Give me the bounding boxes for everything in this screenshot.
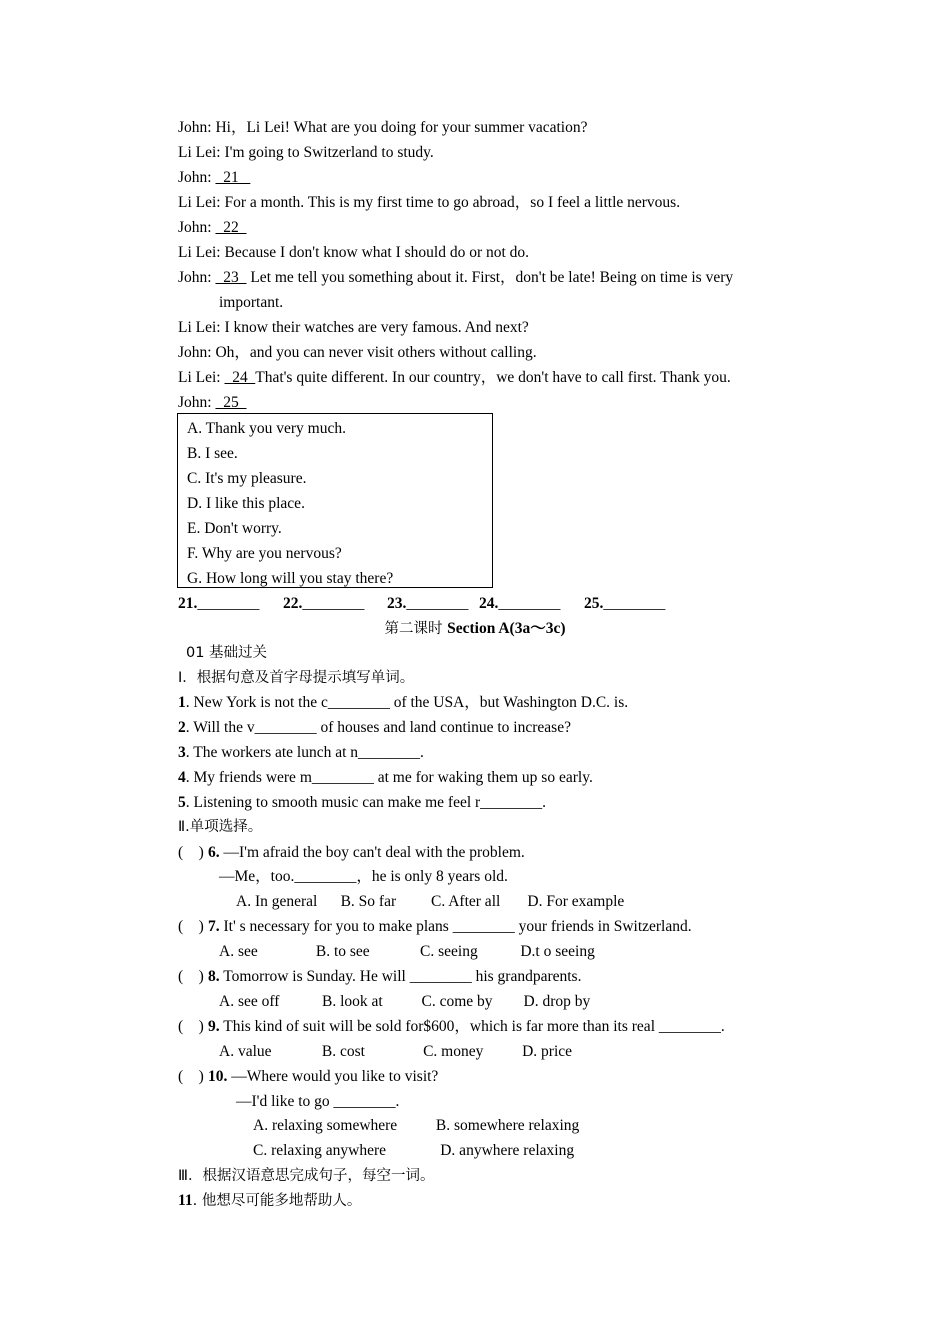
option-e: E. Don't worry. — [187, 520, 282, 537]
question-text: . New York is not the c________ of the USA，but Washington D.C. is. — [185, 694, 629, 711]
question-num: 6. — [208, 844, 220, 861]
question-text: —Where would you like to visit? — [227, 1068, 439, 1085]
question-11 — [178, 1191, 361, 1211]
answer-blank: ________ — [498, 595, 561, 612]
answer-num: 23. — [387, 595, 407, 612]
blank-24: 24 — [224, 369, 256, 386]
answer-25[interactable] — [584, 594, 665, 614]
option-d: D. I like this place. — [187, 495, 305, 512]
question-num: 9. — [208, 1018, 220, 1035]
options-box — [177, 413, 493, 588]
line-text: Let me tell you something about it. First，don't be late! Being on time is very — [246, 269, 734, 286]
dialogue-line-4: Li Lei: For a month. This is my first time to go abroad，so I feel a little nervous. — [178, 194, 681, 211]
question-10 — [178, 1067, 438, 1087]
question-6-line2: —Me，too.________，he is only 8 years old. — [219, 868, 508, 885]
answer-22[interactable] — [283, 594, 364, 614]
dialogue-line-7-cont: important. — [219, 294, 284, 311]
speaker: John: — [178, 394, 216, 411]
part3-heading: Ⅲ．根据汉语意思完成句子，每空一词。 — [178, 1168, 435, 1184]
answer-23[interactable] — [387, 594, 468, 614]
answer-21[interactable] — [178, 594, 259, 614]
dialogue-line-3 — [178, 168, 250, 188]
question-9 — [178, 1017, 725, 1037]
option-b: B. I see. — [187, 445, 238, 462]
dialogue-line-10 — [178, 368, 731, 388]
question-7 — [178, 917, 692, 937]
question-num: 10. — [208, 1068, 228, 1085]
question-num: 11 — [178, 1192, 193, 1209]
answer-blank: ________ — [603, 595, 666, 612]
question-10-options-1: A. relaxing somewhere B. somewhere relaxing — [253, 1117, 580, 1134]
question-text: . Will the v________ of houses and land continue to increase? — [185, 719, 571, 736]
answer-num: 21. — [178, 595, 198, 612]
blank-23: 23 — [215, 269, 247, 286]
question-num: 2 — [178, 719, 186, 736]
part1-heading: Ⅰ．根据句意及首字母提示填写单词。 — [178, 670, 415, 686]
dialogue-line-2: Li Lei: I'm going to Switzerland to study. — [178, 144, 434, 161]
option-g: G. How long will you stay there? — [187, 570, 394, 587]
answer-blank: ________ — [406, 595, 469, 612]
dialogue-line-8: Li Lei: I know their watches are very famous. And next? — [178, 319, 529, 336]
lesson-title-cn: 第二课时 — [384, 621, 448, 637]
option-c: C. It's my pleasure. — [187, 470, 307, 487]
question-text: This kind of suit will be sold for$600，which is far more than its real ________. — [219, 1018, 725, 1035]
dialogue-line-5 — [178, 218, 246, 238]
answer-parens[interactable]: ( ) — [178, 1068, 204, 1085]
speaker: John: — [178, 269, 216, 286]
part2-heading: Ⅱ.单项选择。 — [178, 819, 263, 835]
question-4 — [178, 768, 593, 788]
question-text: . The workers ate lunch at n________. — [185, 744, 424, 761]
question-6-options: A. In general B. So far C. After all D. For example — [236, 893, 625, 910]
question-text: Tomorrow is Sunday. He will ________ his grandparents. — [219, 968, 582, 985]
dialogue-line-11 — [178, 393, 246, 413]
question-1 — [178, 693, 628, 713]
section-label: 01 基础过关 — [186, 645, 268, 661]
question-9-options: A. value B. cost C. money D. price — [219, 1043, 573, 1060]
question-num: 1 — [178, 694, 186, 711]
question-text: . My friends were m________ at me for waking them up so early. — [185, 769, 593, 786]
answer-num: 24. — [479, 595, 499, 612]
answer-parens[interactable]: ( ) — [178, 918, 204, 935]
option-f: F. Why are you nervous? — [187, 545, 342, 562]
answer-parens[interactable]: ( ) — [178, 1018, 204, 1035]
question-text: . Listening to smooth music can make me feel r________. — [185, 794, 547, 811]
question-num: 4 — [178, 769, 186, 786]
blank-25: 25 — [215, 394, 247, 411]
speaker: Li Lei: — [178, 369, 225, 386]
question-2 — [178, 718, 571, 738]
question-text: It' s necessary for you to make plans ________ your friends in Switzerland. — [219, 918, 692, 935]
dialogue-line-9: John: Oh，and you can never visit others without calling. — [178, 344, 537, 361]
question-10-options-2: C. relaxing anywhere D. anywhere relaxing — [253, 1142, 575, 1159]
question-3 — [178, 743, 424, 763]
question-6 — [178, 843, 525, 863]
answer-blank: ________ — [302, 595, 365, 612]
question-8 — [178, 967, 581, 987]
dialogue-line-7 — [178, 268, 733, 288]
speaker: John: — [178, 169, 216, 186]
dialogue-line-6: Li Lei: Because I don't know what I should do or not do. — [178, 244, 530, 261]
question-7-options: A. see B. to see C. seeing D.t o seeing — [219, 943, 595, 960]
question-num: 7. — [208, 918, 220, 935]
question-num: 3 — [178, 744, 186, 761]
question-8-options: A. see off B. look at C. come by D. drop by — [219, 993, 591, 1010]
question-num: 8. — [208, 968, 220, 985]
option-a: A. Thank you very much. — [187, 420, 346, 437]
blank-22: 22 — [215, 219, 247, 236]
question-text: . 他想尽可能多地帮助人。 — [192, 1193, 362, 1209]
line-text: That's quite different. In our country，we don't have to call first. Thank you. — [255, 369, 731, 386]
question-5 — [178, 793, 546, 813]
lesson-title-en: Section A(3a～3c) — [447, 620, 566, 637]
question-num: 5 — [178, 794, 186, 811]
blank-21: 21 — [215, 169, 251, 186]
lesson-title — [0, 619, 950, 639]
answer-parens[interactable]: ( ) — [178, 968, 204, 985]
answer-num: 25. — [584, 595, 604, 612]
answer-num: 22. — [283, 595, 303, 612]
question-text: —I'm afraid the boy can't deal with the problem. — [219, 844, 525, 861]
answer-24[interactable] — [479, 594, 560, 614]
answer-parens[interactable]: ( ) — [178, 844, 204, 861]
speaker: John: — [178, 219, 216, 236]
answer-blank: ________ — [197, 595, 260, 612]
dialogue-line-1: John: Hi，Li Lei! What are you doing for your summer vacation? — [178, 119, 588, 136]
question-10-line2: —I'd like to go ________. — [236, 1093, 400, 1110]
